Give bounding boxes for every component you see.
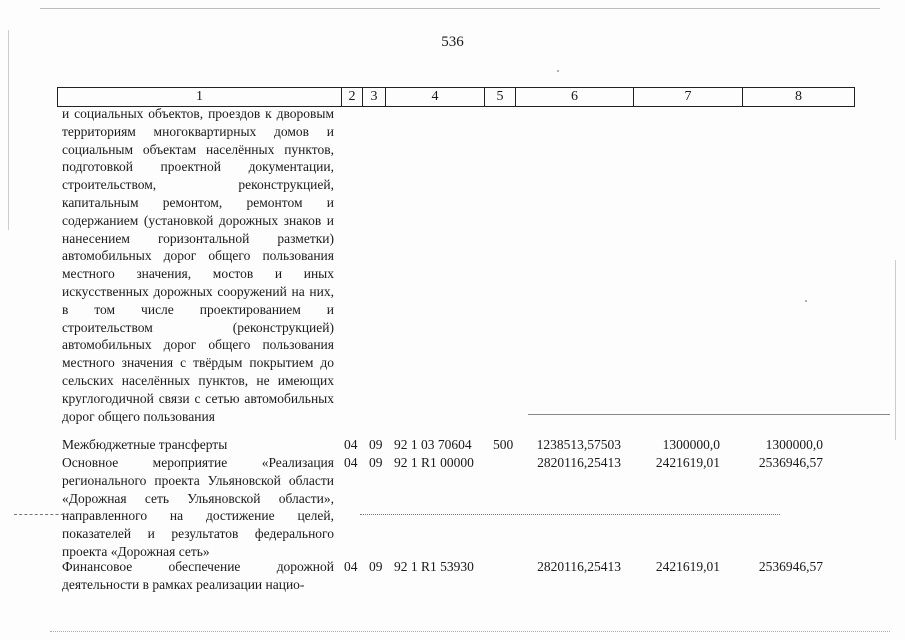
row-value-7: 2421619,01 <box>655 455 720 470</box>
scan-dot <box>557 70 559 72</box>
left-margin-mark <box>8 30 9 230</box>
right-margin-mark <box>895 260 896 440</box>
page-number: 536 <box>441 34 464 50</box>
row-value-6: 1238513,57503 <box>536 437 621 452</box>
column-header-4: 4 <box>386 88 485 107</box>
row-description: Основное мероприятие «Реализация регионального проекта Ульяновской области «Дорожная сеть Ульяновской области», направленного на достижение целей, показателей и результатов федерального проекта «Дорожная сеть» <box>62 455 334 559</box>
row-pr: 09 <box>369 559 383 574</box>
row-value-6: 2820116,25413 <box>537 455 621 470</box>
column-header-8: 8 <box>743 88 855 107</box>
column-header-7: 7 <box>634 88 743 107</box>
column-header-6: 6 <box>516 88 634 107</box>
row-vr: 500 <box>493 437 514 452</box>
scan-dash-line <box>360 514 780 516</box>
column-header-2: 2 <box>342 88 363 107</box>
scan-dash-line <box>14 514 74 516</box>
scan-rule-line <box>528 414 890 415</box>
row-value-7: 2421619,01 <box>655 559 720 574</box>
row-pr: 09 <box>369 437 383 452</box>
row-rz: 04 <box>344 455 358 470</box>
bottom-edge-line <box>50 631 890 633</box>
column-header-row <box>57 87 855 107</box>
row-value-7: 1300000,0 <box>662 437 720 452</box>
row-description: и социальных объектов, проездов к дворовым территориям многоквартирных домов и социальным объектам населённых пунктов, подготовкой проектной документации, строительством, реконструкцией, капитальным ремонтом, ремонтом и содержанием (установкой дорожных знаков и нанесением горизонтальной разметки) автомобильных дорог общего пользования местного значения, мостов и иных искусственных дорожных сооружений на них, в том числе проектированием и строительством (реконструкцией) автомобильных дорог общего пользования местного значения с твёрдым покрытием до сельских населённых пунктов, не имеющих круглогодичной связи с сетью автомобильных дорог общего пользования <box>62 106 334 424</box>
row-csr: 92 1 R1 53930 <box>394 559 474 574</box>
row-value-6: 2820116,25413 <box>537 559 621 574</box>
row-pr: 09 <box>369 455 383 470</box>
row-value-8: 2536946,57 <box>758 559 823 574</box>
row-description: Финансовое обеспечение дорожной деятельности в рамках реализации нацио- <box>62 559 334 592</box>
row-value-8: 1300000,0 <box>765 437 823 452</box>
row-description: Межбюджетные трансферты <box>62 437 228 452</box>
row-csr: 92 1 03 70604 <box>394 437 472 452</box>
column-header-3: 3 <box>363 88 386 107</box>
row-rz: 04 <box>344 559 358 574</box>
column-header-1: 1 <box>58 88 342 107</box>
top-edge-line <box>40 8 880 9</box>
column-header-5: 5 <box>485 88 516 107</box>
row-rz: 04 <box>344 437 358 452</box>
scan-dot <box>805 300 807 302</box>
row-value-8: 2536946,57 <box>758 455 823 470</box>
row-csr: 92 1 R1 00000 <box>394 455 474 470</box>
